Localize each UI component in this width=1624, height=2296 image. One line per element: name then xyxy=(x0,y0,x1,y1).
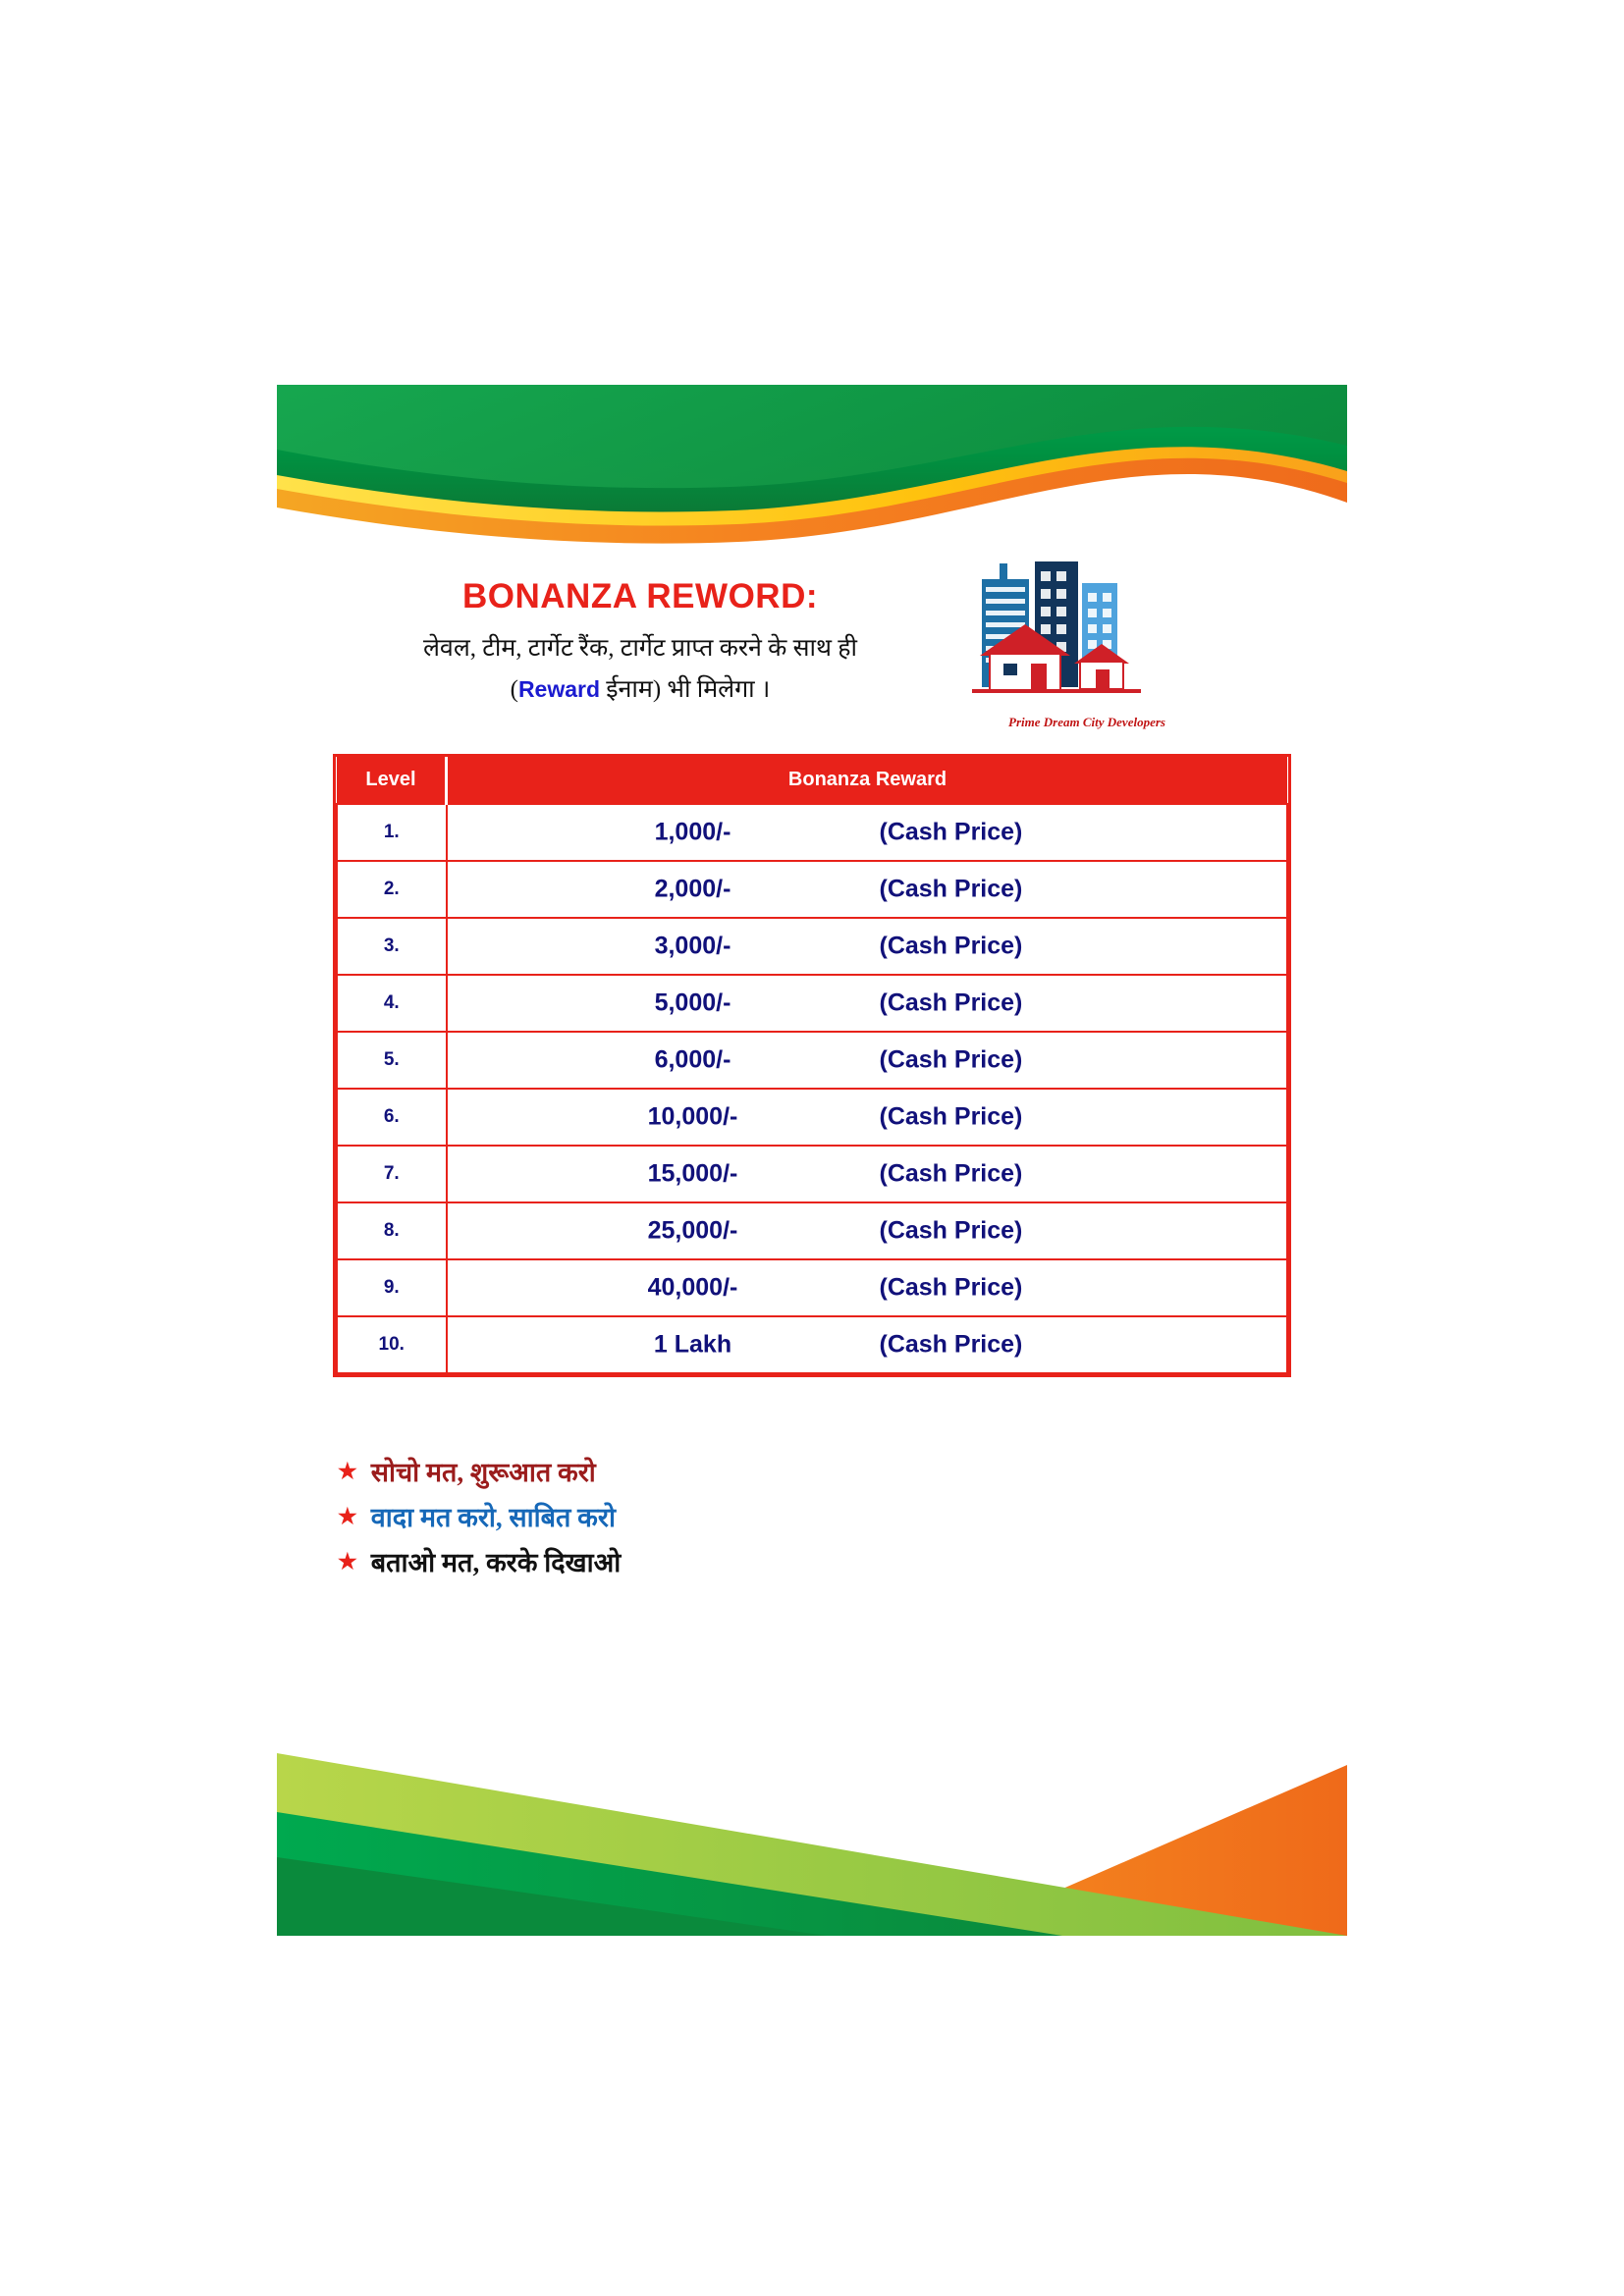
reward-price-label: (Cash Price) xyxy=(879,1102,1023,1131)
table-head xyxy=(337,757,1287,804)
star-icon: ★ xyxy=(338,1458,357,1483)
table-body xyxy=(337,804,1287,1373)
reward-price-label: (Cash Price) xyxy=(879,1273,1023,1302)
table-header-row xyxy=(337,757,1287,804)
reward-price-label: (Cash Price) xyxy=(879,1216,1023,1245)
slogan-item xyxy=(338,1498,1221,1534)
table-row xyxy=(337,1089,1287,1146)
cell-reward xyxy=(447,1089,1288,1146)
table-row xyxy=(337,1316,1287,1373)
table-row xyxy=(337,861,1287,918)
reward-amount: 2,000/- xyxy=(654,875,731,903)
reward-price-label: (Cash Price) xyxy=(879,875,1023,903)
reward-price-label: (Cash Price) xyxy=(879,932,1023,960)
cell-level: 8. xyxy=(337,1202,447,1259)
reward-price-label: (Cash Price) xyxy=(879,1045,1023,1074)
cell-reward xyxy=(447,1259,1288,1316)
table-row xyxy=(337,1146,1287,1202)
slogan-list xyxy=(338,1453,1221,1588)
poster-sheet xyxy=(277,385,1347,1936)
cell-reward xyxy=(447,1316,1288,1373)
company-logo xyxy=(964,550,1210,746)
reward-price-label: (Cash Price) xyxy=(879,818,1023,846)
cell-level: 2. xyxy=(337,861,447,918)
logo-caption: Prime Dream City Developers xyxy=(1008,715,1165,729)
table-row xyxy=(337,1259,1287,1316)
poster-header xyxy=(277,577,1347,754)
reward-amount: 1 Lakh xyxy=(653,1330,732,1359)
column-header-level: Level xyxy=(337,757,447,804)
cell-reward xyxy=(447,1146,1288,1202)
slogan-text: वादा मत करो, साबित करो xyxy=(370,1503,616,1532)
reward-amount: 40,000/- xyxy=(647,1273,738,1302)
cell-level: 10. xyxy=(337,1316,447,1373)
title-area xyxy=(336,577,945,705)
table-row xyxy=(337,918,1287,975)
cell-reward xyxy=(447,804,1288,861)
reward-amount: 3,000/- xyxy=(654,932,731,960)
subtitle-prefix: ( xyxy=(510,676,518,703)
cell-level: 9. xyxy=(337,1259,447,1316)
cell-level: 6. xyxy=(337,1089,447,1146)
slogan-item xyxy=(338,1543,1221,1579)
table-row xyxy=(337,975,1287,1032)
page-title: BONANZA REWORD: xyxy=(462,577,818,615)
cell-reward xyxy=(447,1032,1288,1089)
cell-level: 7. xyxy=(337,1146,447,1202)
cell-level: 1. xyxy=(337,804,447,861)
cell-reward xyxy=(447,1202,1288,1259)
table-row xyxy=(337,1202,1287,1259)
reward-price-label: (Cash Price) xyxy=(879,1330,1023,1359)
cell-level: 5. xyxy=(337,1032,447,1089)
cell-reward xyxy=(447,975,1288,1032)
bonanza-table-container xyxy=(333,754,1291,1377)
reward-price-label: (Cash Price) xyxy=(879,988,1023,1017)
reward-amount: 1,000/- xyxy=(654,818,731,846)
cell-reward xyxy=(447,861,1288,918)
reward-amount: 15,000/- xyxy=(647,1159,738,1188)
column-header-reward: Bonanza Reward xyxy=(447,757,1288,804)
subtitle-suffix: ईनाम) भी मिलेगा । xyxy=(600,676,771,703)
table-row xyxy=(337,1032,1287,1089)
bonanza-reward-table xyxy=(336,757,1288,1374)
reward-amount: 5,000/- xyxy=(654,988,731,1017)
reward-amount: 6,000/- xyxy=(654,1045,731,1074)
reward-keyword: Reward xyxy=(517,676,601,702)
bottom-wave-decoration xyxy=(277,1710,1347,1936)
reward-amount: 25,000/- xyxy=(647,1216,738,1245)
star-icon: ★ xyxy=(338,1503,357,1528)
cell-reward xyxy=(447,918,1288,975)
star-icon: ★ xyxy=(338,1548,357,1574)
cell-level: 4. xyxy=(337,975,447,1032)
reward-amount: 10,000/- xyxy=(647,1102,738,1131)
table-row xyxy=(337,804,1287,861)
slogan-text: सोचो मत, शुरूआत करो xyxy=(370,1458,596,1487)
subtitle-line-1: लेवल, टीम, टार्गेट रैंक, टार्गेट प्राप्त करने के साथ ही xyxy=(422,635,857,662)
slogan-text: बताओ मत, करके दिखाओ xyxy=(370,1548,622,1577)
subtitle-line-2 xyxy=(336,671,945,705)
cell-level: 3. xyxy=(337,918,447,975)
reward-price-label: (Cash Price) xyxy=(879,1159,1023,1188)
slogan-item xyxy=(338,1453,1221,1489)
